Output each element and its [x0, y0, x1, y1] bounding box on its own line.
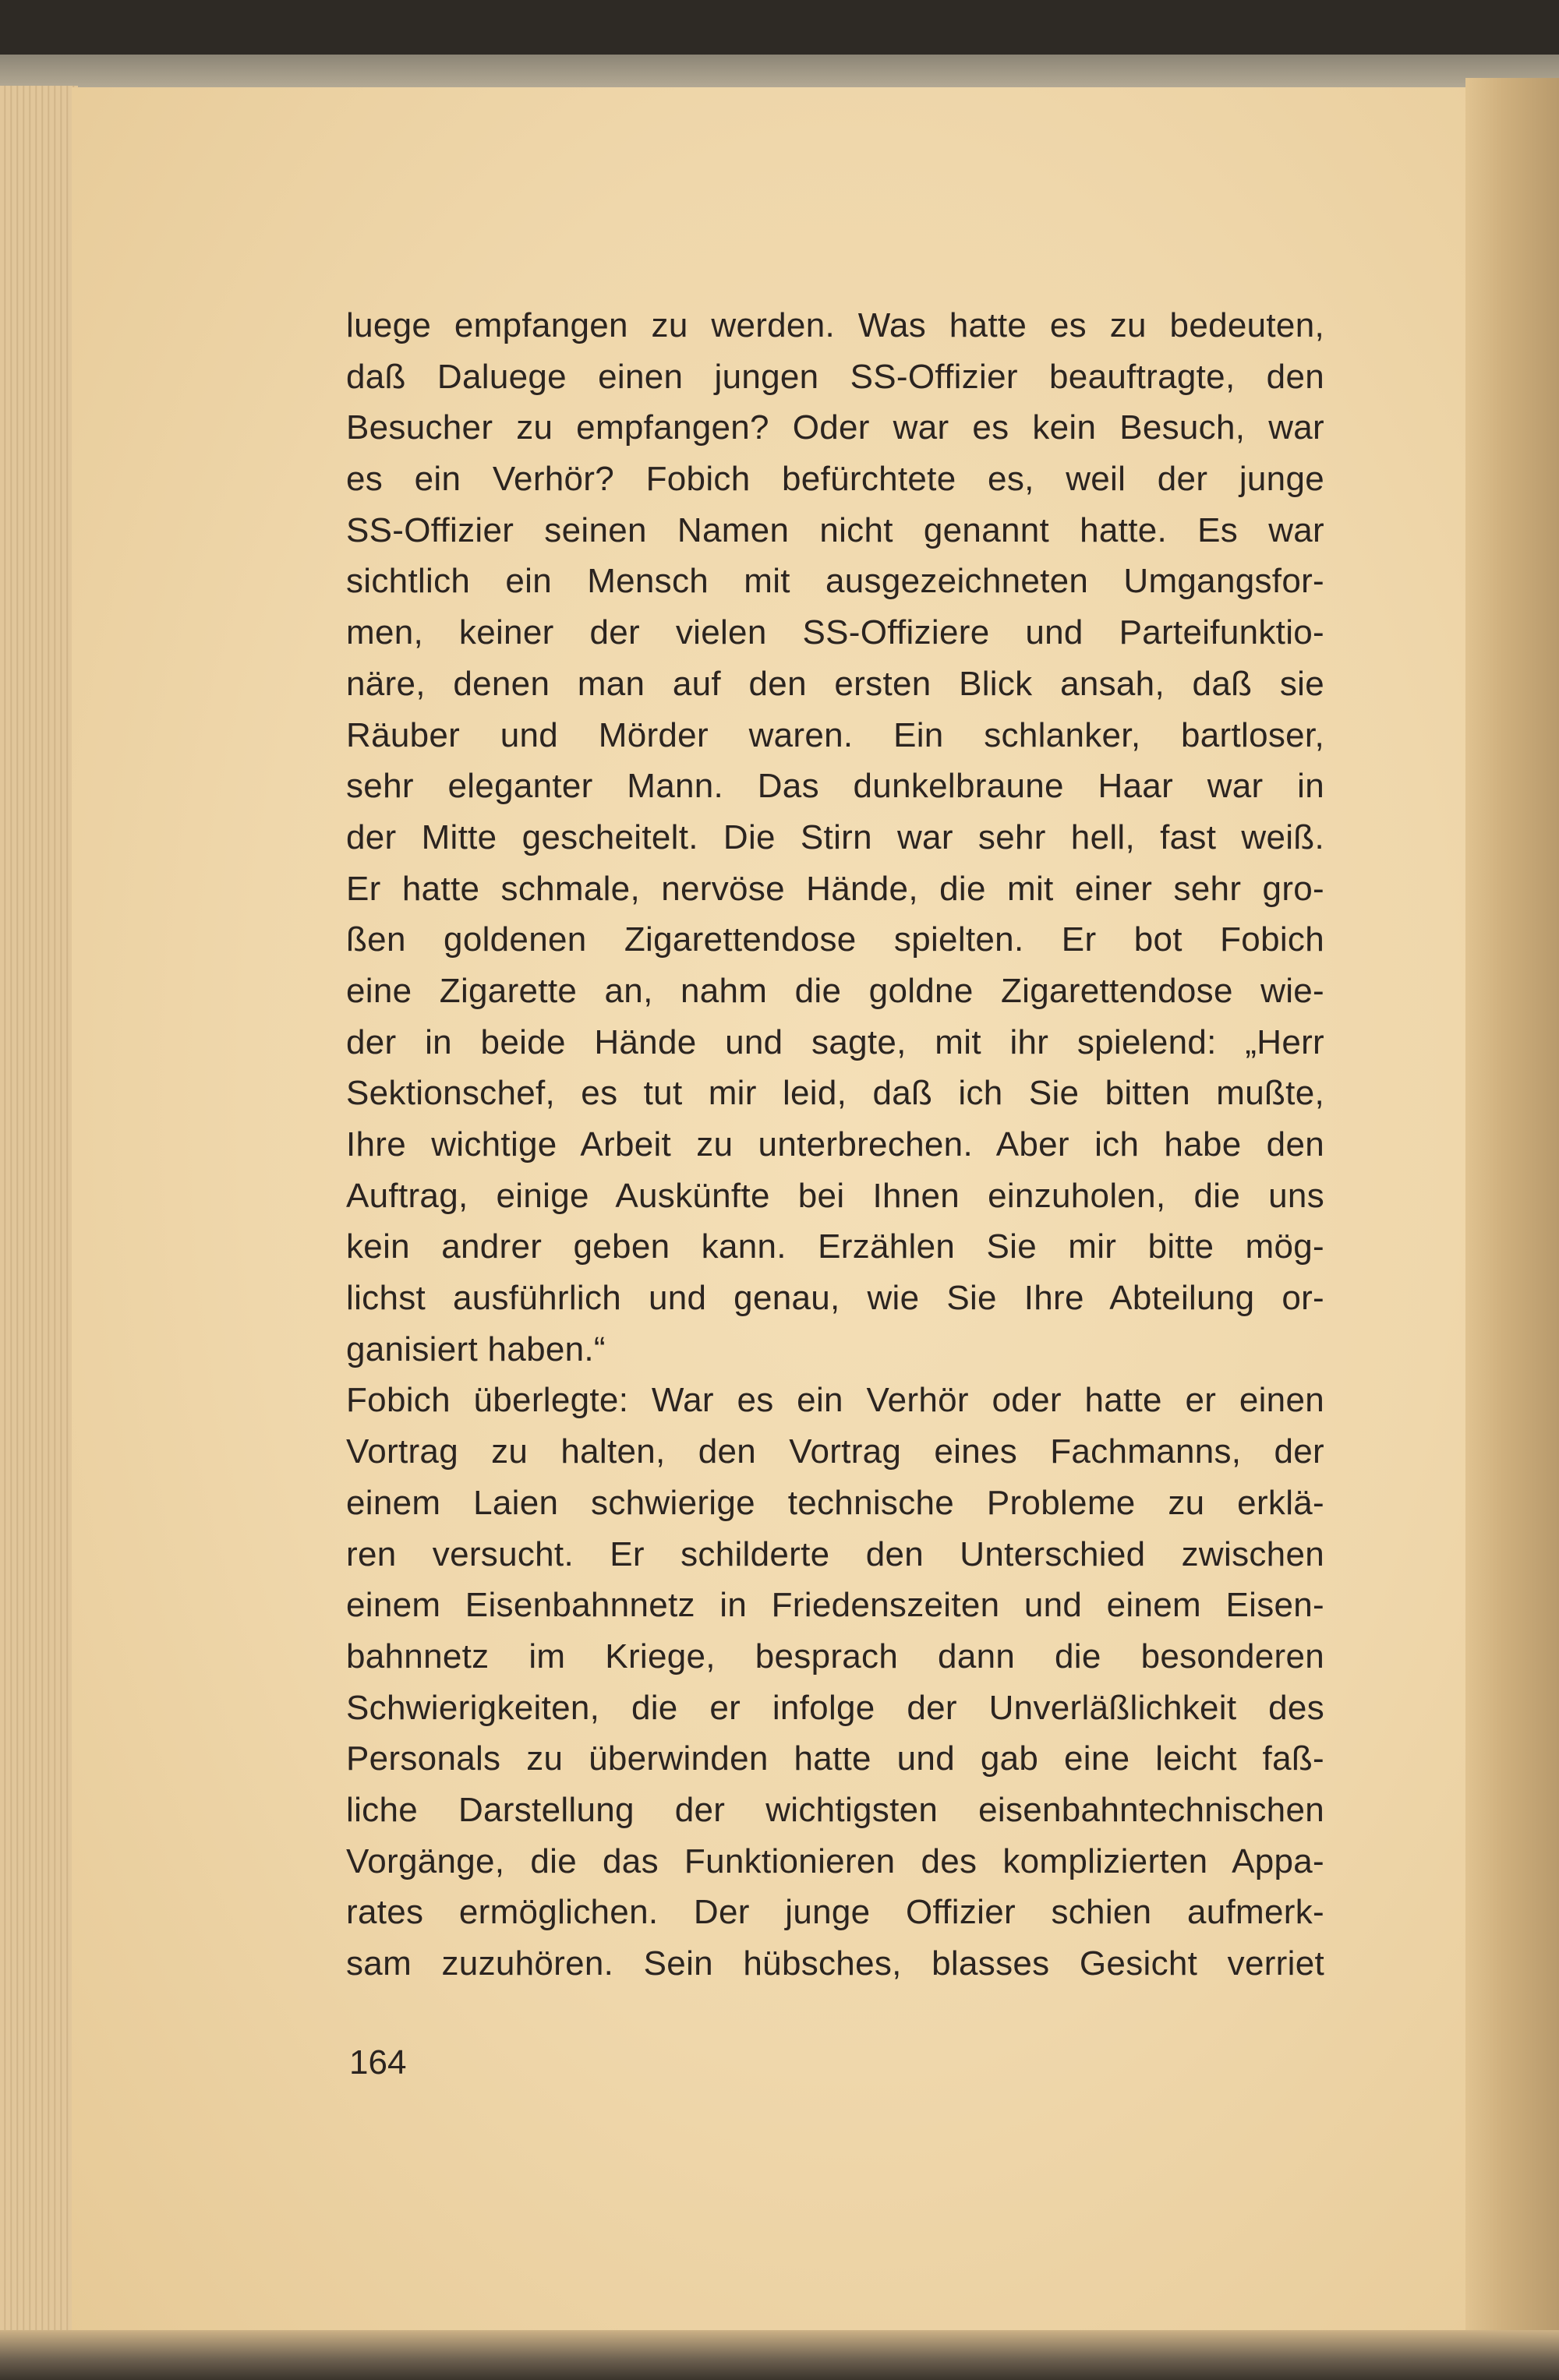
text-line: ganisiert haben.“	[346, 1329, 606, 1368]
bottom-edge-shadow	[0, 2330, 1559, 2380]
text-line: SS-Offizier seinen Namen nicht genannt hatte. Es war	[346, 510, 1324, 549]
text-line: näre, denen man auf den ersten Blick ansah, daß sie	[346, 664, 1324, 703]
text-line: eine Zigarette an, nahm die goldne Zigarettendose wie-	[346, 971, 1324, 1010]
text-line: Räuber und Mörder waren. Ein schlanker, bartloser,	[346, 715, 1324, 754]
text-line: Besucher zu empfangen? Oder war es kein Besuch, war	[346, 408, 1324, 447]
text-line: luege empfangen zu werden. Was hatte es zu bedeuten,	[346, 306, 1324, 344]
text-line: es ein Verhör? Fobich befürchtete es, weil der junge	[346, 460, 1324, 499]
book-cover-edge	[0, 55, 1559, 89]
body-text	[346, 300, 1324, 1990]
text-line: der in beide Hände und sagte, mit ihr spielend: „Herr	[346, 1022, 1324, 1061]
text-line: Personals zu überwinden hatte und gab eine leicht faß-	[346, 1739, 1324, 1778]
text-line: Vortrag zu halten, den Vortrag eines Fachmanns, der	[346, 1432, 1324, 1471]
text-line: liche Darstellung der wichtigsten eisenbahntechnischen	[346, 1790, 1324, 1829]
text-line: Ihre wichtige Arbeit zu unterbrechen. Aber ich habe den	[346, 1125, 1324, 1164]
text-line: Sektionschef, es tut mir leid, daß ich Sie bitten mußte,	[346, 1074, 1324, 1113]
text-line: lichst ausführlich und genau, wie Sie Ihre Abteilung or-	[346, 1279, 1324, 1318]
text-line: der Mitte gescheitelt. Die Stirn war sehr hell, fast weiß.	[346, 817, 1324, 856]
text-line: Vorgänge, die das Funktionieren des komplizierten Appa-	[346, 1841, 1324, 1880]
text-line: Schwierigkeiten, die er infolge der Unverläßlichkeit des	[346, 1688, 1324, 1727]
text-line: ßen goldenen Zigarettendose spielten. Er bot Fobich	[346, 920, 1324, 959]
text-line: einem Laien schwierige technische Probleme zu erklä-	[346, 1483, 1324, 1522]
text-line: ren versucht. Er schilderte den Unterschied zwischen	[346, 1534, 1324, 1573]
text-line: Fobich überlegte: War es ein Verhör oder hatte er einen	[346, 1381, 1324, 1420]
text-line: sam zuzuhören. Sein hübsches, blasses Gesicht verriet	[346, 1944, 1324, 1983]
text-line: einem Eisenbahnnetz in Friedenszeiten und einem Eisen-	[346, 1586, 1324, 1625]
page-number: 164	[349, 2043, 407, 2082]
text-line: Er hatte schmale, nervöse Hände, die mit einer sehr gro-	[346, 869, 1324, 908]
text-line: daß Daluege einen jungen SS-Offizier beauftragte, den	[346, 357, 1324, 396]
book-gutter	[1465, 78, 1559, 2354]
text-line: sichtlich ein Mensch mit ausgezeichneten Umgangsfor-	[346, 562, 1324, 601]
text-line: rates ermöglichen. Der junge Offizier schien aufmerk-	[346, 1893, 1324, 1932]
text-line: Auftrag, einige Auskünfte bei Ihnen einzuholen, die uns	[346, 1176, 1324, 1215]
text-line: men, keiner der vielen SS-Offiziere und Parteifunktio-	[346, 613, 1324, 652]
page-stack-edges	[0, 86, 78, 2346]
text-line: sehr eleganter Mann. Das dunkelbraune Haar war in	[346, 767, 1324, 806]
text-line: bahnnetz im Kriege, besprach dann die besonderen	[346, 1637, 1324, 1676]
text-line: kein andrer geben kann. Erzählen Sie mir bitte mög-	[346, 1227, 1324, 1266]
